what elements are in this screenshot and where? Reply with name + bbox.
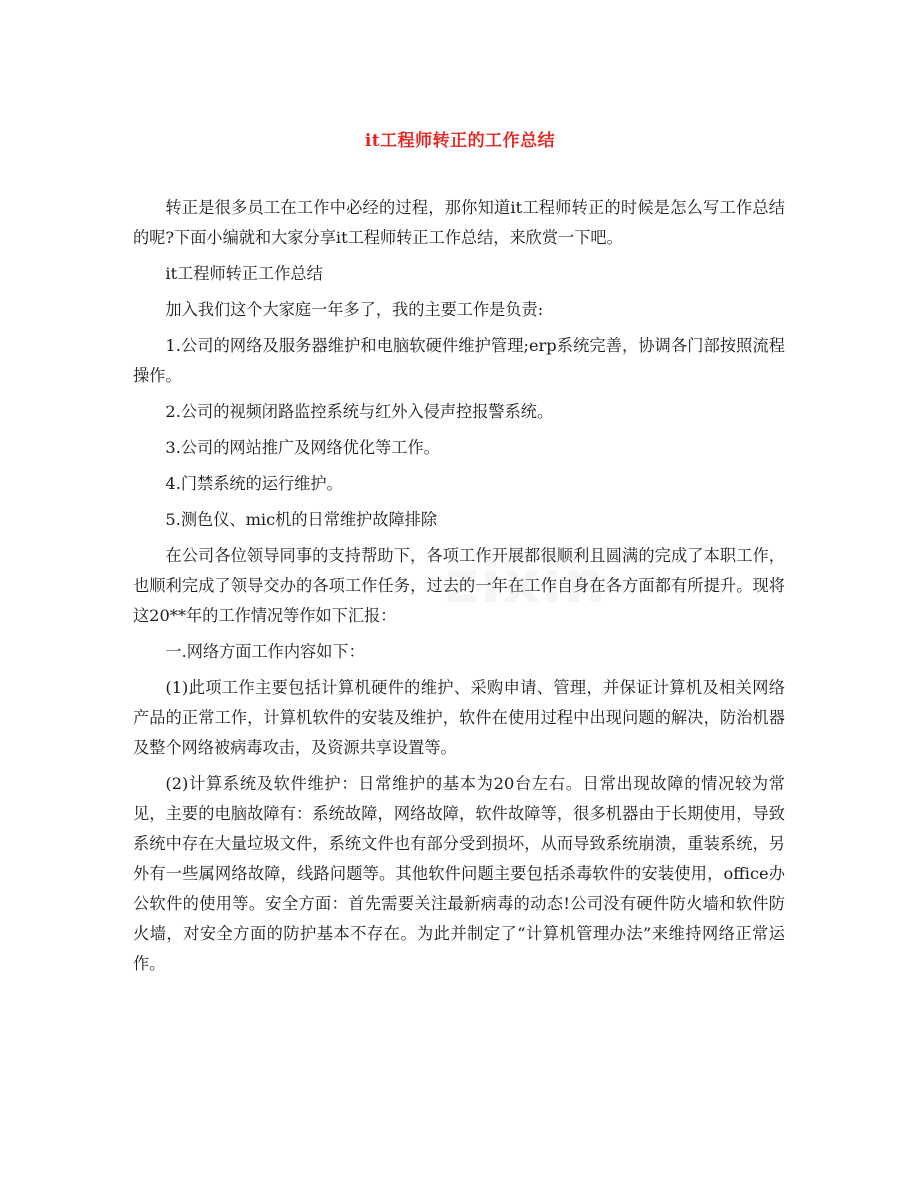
- intro-paragraph: 转正是很多员工在工作中必经的过程，那你知道it工程师转正的时候是怎么写工作总结的呢?下面小编就和大家分享it工程师转正工作总结，来欣赏一下吧。: [133, 198, 785, 247]
- detail-paragraph: (2)计算系统及软件维护：日常维护的基本为20台左右。日常出现故障的情况较为常见，主要的电脑故障有：系统故障，网络故障，软件故障等，很多机器由于长期使用，导致系统中存在大量垃圾文件，系统文件也有部分受到损坏，从而导致系统崩溃，重装系统，另外有一些属网络故障，线路问题等。其他软件问题主要包括杀毒软件的安装使用，office办公软件的使用等。安全方面：首先需要关注最新病毒的动态!公司没有硬件防火墙和软件防火墙，对安全方面的防护基本不存在。为此并制定了“计算机管理办法”来维持网络正常运作。: [133, 774, 785, 973]
- list-item: 2.公司的视频闭路监控系统与红外入侵声控报警系统。: [165, 402, 554, 421]
- responsibility-intro: 加入我们这个大家庭一年多了，我的主要工作是负责:: [165, 300, 544, 319]
- list-item: 4.门禁系统的运行维护。: [165, 474, 343, 493]
- list-item: 3.公司的网站推广及网络优化等工作。: [165, 438, 440, 457]
- document-title: it工程师转正的工作总结: [364, 131, 556, 151]
- detail-paragraph: (1)此项工作主要包括计算机硬件的维护、采购申请、管理，并保证计算机及相关网络产品的正常工作，计算机软件的安装及维护，软件在使用过程中出现问题的解决，防治机器及整个网络被病毒攻击，及资源共享设置等。: [133, 678, 785, 757]
- subsection-heading: 一.网络方面工作内容如下：: [165, 642, 365, 661]
- list-item: 5.测色仪、mic机的日常维护故障排除: [165, 510, 438, 529]
- section-heading: it工程师转正工作总结: [165, 264, 323, 283]
- summary-paragraph: 在公司各位领导同事的支持帮助下，各项工作开展都很顺利且圆满的完成了本职工作，也顺利完成了领导交办的各项工作任务，过去的一年在工作自身在各方面都有所提升。现将这20**年的工作情况等作如下汇报：: [133, 546, 785, 625]
- watermark: zixin: [445, 548, 608, 616]
- list-item: 1.公司的网络及服务器维护和电脑软硬件维护管理;erp系统完善，协调各门部按照流程操作。: [133, 336, 785, 385]
- document-body: [133, 193, 785, 985]
